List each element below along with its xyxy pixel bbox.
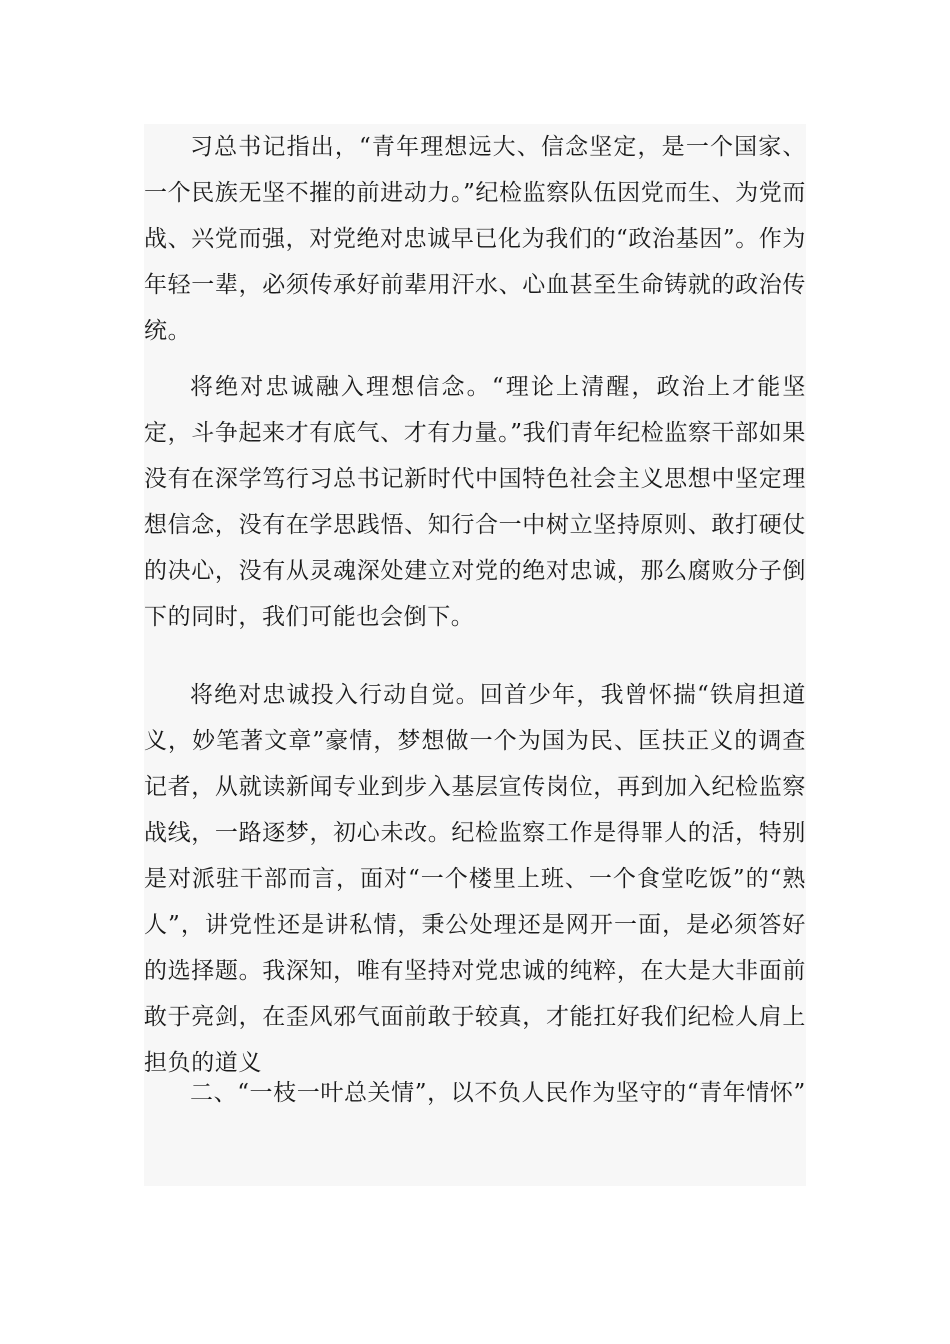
text-block <box>144 124 806 1186</box>
paragraph-1: 习总书记指出，“青年理想远大、信念坚定，是一个国家、一个民族无坚不摧的前进动力。”纪检监察队伍因党而生、为党而战、兴党而强，对党绝对忠诚早已化为我们的“政治基因”。作为年轻一辈，必须传承好前辈用汗水、心血甚至生命铸就的政治传统。 <box>144 134 806 344</box>
section-heading-2: 二、“一枝一叶总关情”，以不负人民作为坚守的“青年情怀” <box>190 1080 806 1106</box>
paragraph-2: 将绝对忠诚融入理想信念。“理论上清醒，政治上才能坚定，斗争起来才有底气、才有力量。”我们青年纪检监察干部如果没有在深学笃行习总书记新时代中国特色社会主义思想中坚定理想信念，没有在学思践悟、知行合一中树立坚持原则、敢打硬仗的决心，没有从灵魂深处建立对党的绝对忠诚，那么腐败分子倒下的同时，我们可能也会倒下。 <box>144 374 806 630</box>
paragraph-3: 将绝对忠诚投入行动自觉。回首少年，我曾怀揣“铁肩担道义，妙笔著文章”豪情，梦想做一个为国为民、匡扶正义的调查记者，从就读新闻专业到步入基层宣传岗位，再到加入纪检监察战线，一路逐梦，初心未改。纪检监察工作是得罪人的活，特别是对派驻干部而言，面对“一个楼里上班、一个食堂吃饭”的“熟人”，讲党性还是讲私情，秉公处理还是网开一面，是必须答好的选择题。我深知，唯有坚持对党忠诚的纯粹，在大是大非面前敢于亮剑，在歪风邪气面前敢于较真，才能扛好我们纪检人肩上担负的道义 <box>144 682 806 1076</box>
